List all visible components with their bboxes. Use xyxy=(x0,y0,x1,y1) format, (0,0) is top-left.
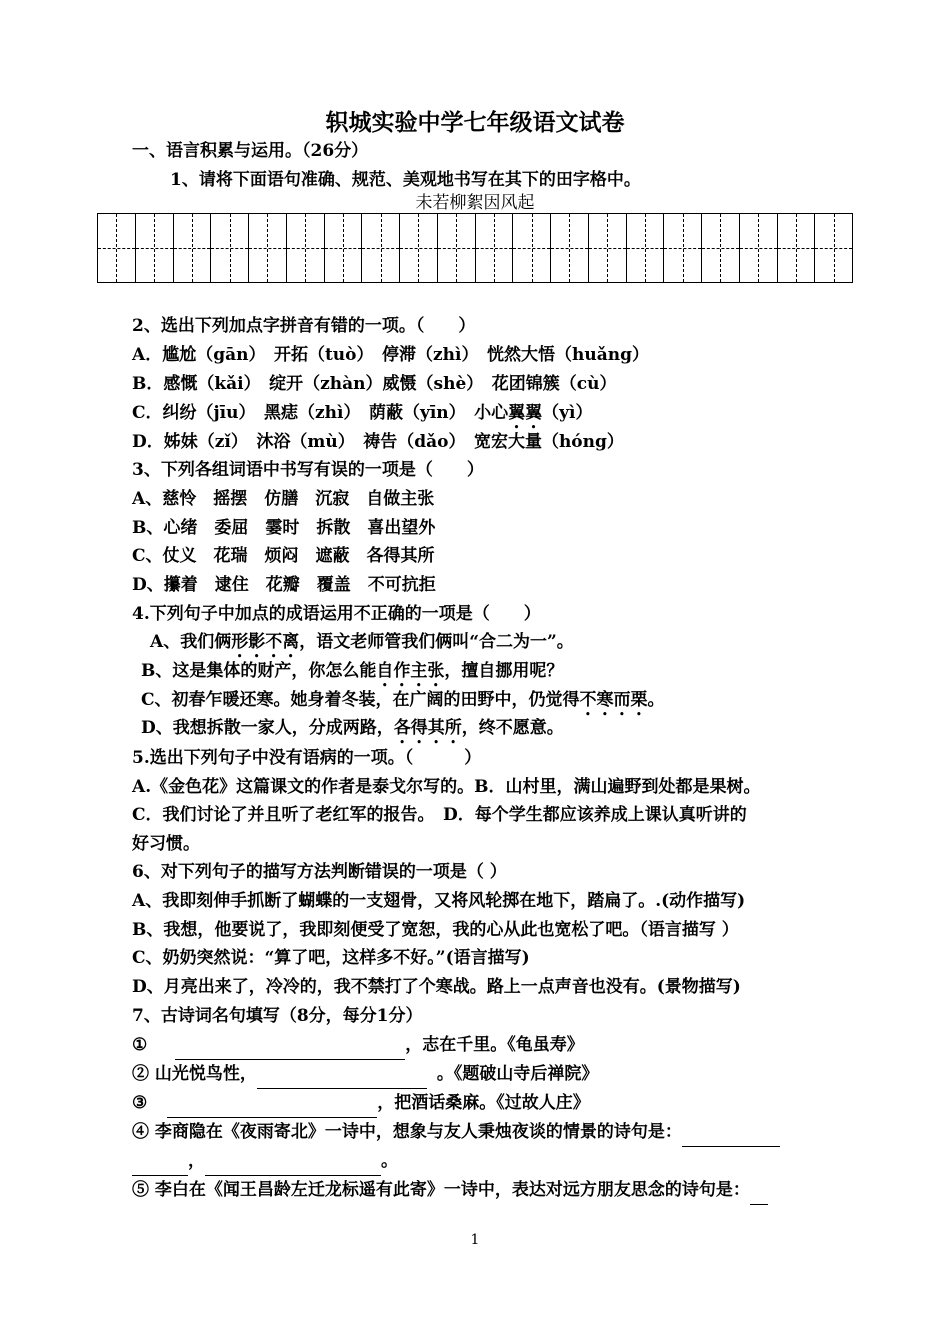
option-text: B、这是集体的财产，你怎么能 xyxy=(141,661,377,681)
answer-blank[interactable] xyxy=(682,1126,780,1147)
grid-cell[interactable] xyxy=(98,214,136,282)
question-7-item-4-cont xyxy=(132,1147,832,1176)
option-text: ，终不愿意。 xyxy=(461,718,564,738)
copy-sentence: 未若柳絮因风起 xyxy=(415,193,535,213)
question-7-item-4 xyxy=(132,1118,832,1147)
grid-cell[interactable] xyxy=(211,214,249,282)
dotted-idiom: 各得其所 xyxy=(393,718,462,738)
dotted-idiom: 自作主张 xyxy=(376,661,445,681)
answer-blank[interactable] xyxy=(175,1039,405,1060)
grid-cell[interactable] xyxy=(249,214,287,282)
option-text: C、初春乍暖还寒。她身着冬装，在广阔的田野中，仍觉得 xyxy=(141,690,580,710)
page-title: 轵城实验中学七年级语文试卷 xyxy=(325,109,625,136)
item-text: ④ 李商隐在《夜雨寄北》一诗中，想象与友人秉烛夜谈的情景的诗句是： xyxy=(132,1122,682,1142)
answer-blank[interactable] xyxy=(167,1097,377,1118)
question-2-prompt: 2、选出下列加点字拼音有错的一项。（ ） xyxy=(132,316,476,336)
question-5-options-cd-cont: 好习惯。 xyxy=(132,834,200,854)
option-text: D、我想拆散一家人，分成两路， xyxy=(141,718,394,738)
grid-cell[interactable] xyxy=(513,214,551,282)
question-6-option-a: A、我即刻伸手抓断了蝴蝶的一支翅骨，又将风轮掷在地下，踏扁了。.(动作描写) xyxy=(132,891,746,911)
dotted-idiom: 形影不离 xyxy=(231,632,300,652)
question-1-prompt: 1、请将下面语句准确、规范、美观地书写在其下的田字格中。 xyxy=(170,170,641,190)
dotted-word: 翼翼 xyxy=(508,403,543,423)
question-7-item-5 xyxy=(132,1176,832,1205)
section-heading: 一、语言积累与运用。（26分） xyxy=(132,141,369,161)
item-number: ③ xyxy=(132,1093,148,1113)
grid-cell[interactable] xyxy=(815,214,852,282)
item-text: ，把酒话桑麻。《过故人庄》 xyxy=(377,1093,590,1113)
question-2-option-a: A．尴尬（gān） 开拓（tuò） 停滞（zhì） 恍然大悟（huǎng） xyxy=(132,345,649,365)
question-4-prompt: 4.下列句子中加点的成语运用不正确的一项是（ ） xyxy=(132,604,541,624)
answer-blank[interactable] xyxy=(132,1155,188,1176)
grid-cell[interactable] xyxy=(400,214,438,282)
grid-cell[interactable] xyxy=(438,214,476,282)
grid-cell[interactable] xyxy=(136,214,174,282)
question-3-option-a: A、慈怜 摇摆 仿膳 沉寂 自做主张 xyxy=(132,489,435,509)
grid-cell[interactable] xyxy=(589,214,627,282)
grid-cell[interactable] xyxy=(664,214,702,282)
question-7-prompt: 7、古诗词名句填写（8分，每分1分） xyxy=(132,1006,423,1026)
option-text: ，语文老师管我们俩叫“合二为一”。 xyxy=(299,632,574,652)
option-text: C．纠纷（jīu） 黑痣（zhì） 荫蔽（yīn） 小心 xyxy=(132,403,509,423)
question-3-option-b: B、心绪 委屈 霎时 拆散 喜出望外 xyxy=(132,518,436,538)
item-text: 。《题破山寺后禅院》 xyxy=(436,1064,599,1084)
question-6-option-d: D、月亮出来了，冷冷的，我不禁打了个寒战。路上一点声音也没有。(景物描写) xyxy=(132,977,741,997)
question-7-item-3 xyxy=(132,1089,832,1118)
page-number: 1 xyxy=(470,1232,480,1248)
grid-cell[interactable] xyxy=(287,214,325,282)
question-5-options-cd: C．我们讨论了并且听了老红军的报告。 D．每个学生都应该养成上课认真听讲的 xyxy=(132,805,747,825)
item-number: ① xyxy=(132,1035,148,1055)
tianzige-grid[interactable] xyxy=(97,213,853,283)
grid-cell[interactable] xyxy=(778,214,816,282)
item-text: ⑤ 李白在《闻王昌龄左迁龙标遥有此寄》一诗中，表达对远方朋友思念的诗句是： xyxy=(132,1180,750,1200)
option-text: A、我们俩 xyxy=(150,632,232,652)
question-7-item-2 xyxy=(132,1060,832,1089)
question-6-prompt: 6、对下列句子的描写方法判断错误的一项是（ ） xyxy=(132,862,507,882)
option-text: ，擅自挪用呢？ xyxy=(444,661,564,681)
dotted-idiom: 不寒而栗 xyxy=(579,690,648,710)
question-5-prompt: 5.选出下列句子中没有语病的一项。（ ） xyxy=(132,748,482,768)
question-3-option-c: C、仗义 花瑞 烦闷 遮蔽 各得其所 xyxy=(132,546,435,566)
grid-cell[interactable] xyxy=(740,214,778,282)
item-text: ， xyxy=(188,1151,205,1171)
grid-cell[interactable] xyxy=(362,214,400,282)
question-2-option-b: B．感慨（kǎi） 绽开（zhàn）威慑（shè） 花团锦簇（cù） xyxy=(132,374,617,394)
grid-cell[interactable] xyxy=(476,214,514,282)
question-6-option-b: B、我想，他要说了，我即刻便受了宽恕，我的心从此也宽松了吧。（语言描写 ） xyxy=(132,920,739,940)
item-text: ② 山光悦鸟性， xyxy=(132,1064,257,1084)
option-text: 。 xyxy=(647,690,665,710)
answer-blank[interactable] xyxy=(750,1184,768,1205)
answer-blank[interactable] xyxy=(205,1155,381,1176)
grid-cell[interactable] xyxy=(325,214,363,282)
question-3-option-d: D、攥着 逮住 花瓣 覆盖 不可抗拒 xyxy=(132,575,436,595)
option-text: （yì） xyxy=(542,403,593,423)
grid-cell[interactable] xyxy=(174,214,212,282)
grid-cell[interactable] xyxy=(627,214,665,282)
question-5-options-ab: A.《金色花》这篇课文的作者是泰戈尔写的。B．山村里，满山遍野到处都是果树。 xyxy=(132,777,761,797)
answer-blank[interactable] xyxy=(257,1068,427,1089)
question-4-option-d xyxy=(141,714,841,748)
question-6-option-c: C、奶奶突然说：“算了吧，这样多不好。”(语言描写) xyxy=(132,948,530,968)
grid-cell[interactable] xyxy=(551,214,589,282)
item-text: 。 xyxy=(381,1151,398,1171)
question-3-prompt: 3、下列各组词语中书写有误的一项是（ ） xyxy=(132,460,484,480)
item-text: ，志在千里。《龟虽寿》 xyxy=(405,1035,584,1055)
question-2-option-d: D．姊妹（zǐ） 沐浴（mù） 祷告（dǎo） 宽宏大量（hóng） xyxy=(132,432,624,452)
grid-cell[interactable] xyxy=(702,214,740,282)
question-7-item-1 xyxy=(132,1031,832,1060)
